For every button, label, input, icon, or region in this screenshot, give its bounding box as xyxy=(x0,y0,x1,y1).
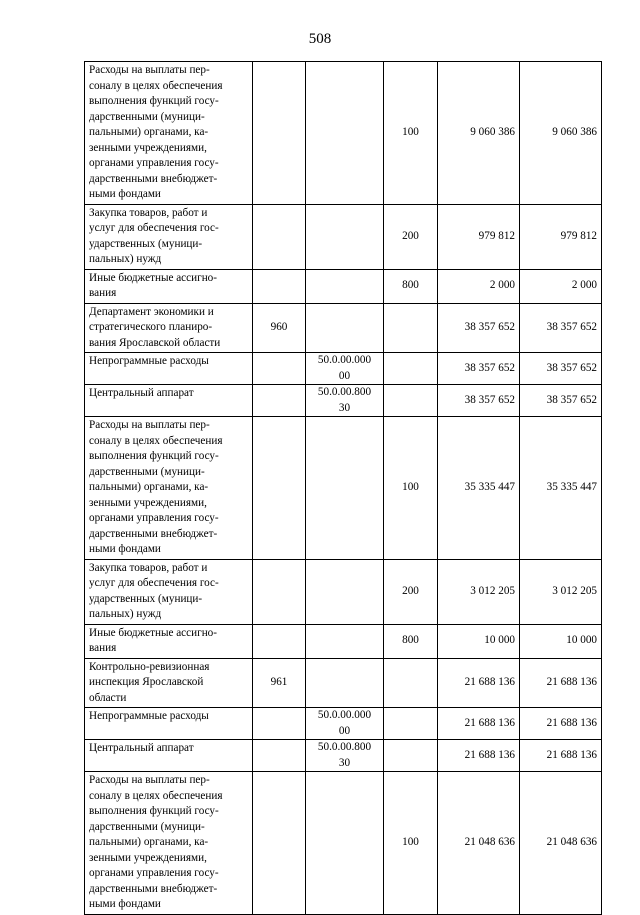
ministry-code-cell xyxy=(253,559,306,624)
ministry-code-cell: 961 xyxy=(253,658,306,708)
expense-name-line: дарственными (муници- xyxy=(89,820,205,833)
target-article-cell xyxy=(306,269,384,303)
target-article-line: 50.0.00.800 xyxy=(317,386,372,398)
target-article-line: 00 xyxy=(338,369,351,382)
amount-cell: 9 060 386 xyxy=(520,62,602,205)
ministry-code-cell xyxy=(253,772,306,915)
expense-name-line: органами управления госу- xyxy=(89,512,219,524)
expense-name-line: Непрограммные расходы xyxy=(89,710,209,722)
target-article-line: 50.0.00.800 xyxy=(317,741,372,753)
expense-name-line: дарственными внебюджет- xyxy=(89,882,218,895)
amount-cell: 979 812 xyxy=(438,204,520,269)
amount-cell: 3 012 205 xyxy=(520,559,602,624)
expense-kind-cell xyxy=(384,353,438,385)
amount-cell: 10 000 xyxy=(438,624,520,658)
budget-table-body xyxy=(85,62,602,915)
expense-name-line: пальных) нужд xyxy=(89,608,162,620)
target-article-line: 50.0.00.000 xyxy=(317,709,372,721)
amount-cell: 2 000 xyxy=(438,269,520,303)
table-row xyxy=(85,658,602,708)
amount-cell: 38 357 652 xyxy=(438,353,520,385)
expense-name-line: вания Ярославской области xyxy=(89,336,221,349)
target-article-line: 00 xyxy=(338,724,351,737)
expense-name-line: пальными) органами, ка- xyxy=(89,481,209,493)
expense-kind-cell xyxy=(384,303,438,353)
expense-kind-cell xyxy=(384,385,438,417)
expense-name-line: пальными) органами, ка- xyxy=(89,836,209,848)
target-article-cell xyxy=(306,303,384,353)
amount-cell: 979 812 xyxy=(520,204,602,269)
table-row xyxy=(85,204,602,269)
expense-kind-cell: 800 xyxy=(384,269,438,303)
expense-name-cell xyxy=(85,559,253,624)
amount-cell: 38 357 652 xyxy=(438,303,520,353)
target-article-cell xyxy=(306,708,384,740)
expense-name-cell xyxy=(85,385,253,417)
table-row xyxy=(85,417,602,560)
amount-cell: 21 688 136 xyxy=(438,658,520,708)
target-article-cell xyxy=(306,385,384,417)
target-article-cell xyxy=(306,658,384,708)
expense-name-line: соналу в целях обеспечения xyxy=(89,79,223,92)
expense-name-line: органами управления госу- xyxy=(89,867,219,879)
amount-cell: 21 048 636 xyxy=(438,772,520,915)
amount-cell: 10 000 xyxy=(520,624,602,658)
expense-name-cell xyxy=(85,740,253,772)
expense-kind-cell xyxy=(384,708,438,740)
expense-name-cell xyxy=(85,658,253,708)
ministry-code-cell xyxy=(253,269,306,303)
expense-kind-cell: 100 xyxy=(384,772,438,915)
expense-name-line: Непрограммные расходы xyxy=(89,355,209,367)
amount-cell: 9 060 386 xyxy=(438,62,520,205)
amount-cell: 21 688 136 xyxy=(520,708,602,740)
expense-name-line: Закупка товаров, работ и xyxy=(89,206,208,219)
expense-kind-cell: 200 xyxy=(384,559,438,624)
expense-name-line: дарственными (муници- xyxy=(89,465,205,478)
expense-kind-cell: 100 xyxy=(384,62,438,205)
target-article-cell xyxy=(306,353,384,385)
expense-name-line: Расходы на выплаты пер- xyxy=(89,64,210,76)
expense-name-line: зенными учреждениями, xyxy=(89,141,207,154)
expense-kind-cell xyxy=(384,658,438,708)
table-row xyxy=(85,269,602,303)
expense-kind-cell: 800 xyxy=(384,624,438,658)
expense-kind-cell: 200 xyxy=(384,204,438,269)
expense-name-line: дарственными (муници- xyxy=(89,110,205,123)
target-article-cell xyxy=(306,624,384,658)
expense-name-line: инспекция Ярославской xyxy=(89,676,204,688)
expense-name-line: вания xyxy=(89,287,117,299)
expense-name-line: ударственных (муници- xyxy=(89,592,203,605)
table-row xyxy=(85,303,602,353)
expense-name-line: стратегического планиро- xyxy=(89,321,213,333)
expense-name-line: вания xyxy=(89,642,117,654)
expense-name-cell xyxy=(85,772,253,915)
ministry-code-cell xyxy=(253,204,306,269)
expense-name-line: ударственных (муници- xyxy=(89,237,203,250)
expense-name-line: Иные бюджетные ассигно- xyxy=(89,626,217,639)
target-article-cell xyxy=(306,417,384,560)
amount-cell: 2 000 xyxy=(520,269,602,303)
ministry-code-cell xyxy=(253,62,306,205)
expense-name-line: Центральный аппарат xyxy=(89,387,194,399)
expense-name-line: органами управления госу- xyxy=(89,157,219,169)
expense-name-line: Расходы на выплаты пер- xyxy=(89,774,210,786)
expense-name-line: дарственными внебюджет- xyxy=(89,172,218,185)
expense-name-line: пальными) органами, ка- xyxy=(89,126,209,138)
expense-name-line: ными фондами xyxy=(89,543,161,555)
target-article-cell xyxy=(306,772,384,915)
ministry-code-cell: 960 xyxy=(253,303,306,353)
expense-name-line: ными фондами xyxy=(89,898,161,910)
expense-name-line: выполнения функций госу- xyxy=(89,805,219,817)
amount-cell: 21 688 136 xyxy=(438,740,520,772)
table-row xyxy=(85,62,602,205)
expense-name-line: выполнения функций госу- xyxy=(89,450,219,462)
page-number: 508 xyxy=(308,31,332,47)
table-row xyxy=(85,740,602,772)
budget-table xyxy=(84,61,602,915)
amount-cell: 38 357 652 xyxy=(438,385,520,417)
expense-kind-cell: 100 xyxy=(384,417,438,560)
amount-cell: 35 335 447 xyxy=(438,417,520,560)
target-article-cell xyxy=(306,740,384,772)
expense-name-line: Расходы на выплаты пер- xyxy=(89,419,210,431)
expense-name-cell xyxy=(85,204,253,269)
table-row xyxy=(85,772,602,915)
target-article-cell xyxy=(306,559,384,624)
expense-name-line: услуг для обеспечения гос- xyxy=(89,222,219,234)
expense-name-line: Закупка товаров, работ и xyxy=(89,561,208,574)
amount-cell: 38 357 652 xyxy=(520,303,602,353)
table-row xyxy=(85,708,602,740)
expense-name-line: пальных) нужд xyxy=(89,253,162,265)
amount-cell: 21 048 636 xyxy=(520,772,602,915)
table-row xyxy=(85,353,602,385)
expense-name-cell xyxy=(85,624,253,658)
target-article-line: 30 xyxy=(338,401,351,414)
expense-name-line: Департамент экономики и xyxy=(89,305,214,318)
target-article-cell xyxy=(306,204,384,269)
expense-name-line: соналу в целях обеспечения xyxy=(89,789,223,802)
ministry-code-cell xyxy=(253,624,306,658)
expense-name-line: зенными учреждениями, xyxy=(89,851,207,864)
ministry-code-cell xyxy=(253,708,306,740)
amount-cell: 21 688 136 xyxy=(520,658,602,708)
ministry-code-cell xyxy=(253,417,306,560)
ministry-code-cell xyxy=(253,353,306,385)
amount-cell: 3 012 205 xyxy=(438,559,520,624)
amount-cell: 38 357 652 xyxy=(520,385,602,417)
amount-cell: 35 335 447 xyxy=(520,417,602,560)
expense-name-cell xyxy=(85,269,253,303)
expense-name-line: выполнения функций госу- xyxy=(89,95,219,107)
expense-name-cell xyxy=(85,62,253,205)
table-row xyxy=(85,385,602,417)
table-row xyxy=(85,624,602,658)
table-row xyxy=(85,559,602,624)
expense-name-line: Центральный аппарат xyxy=(89,742,194,754)
amount-cell: 21 688 136 xyxy=(438,708,520,740)
expense-name-line: дарственными внебюджет- xyxy=(89,527,218,540)
expense-name-line: Иные бюджетные ассигно- xyxy=(89,271,217,284)
amount-cell: 38 357 652 xyxy=(520,353,602,385)
expense-name-line: области xyxy=(89,691,127,704)
expense-name-line: услуг для обеспечения гос- xyxy=(89,577,219,589)
ministry-code-cell xyxy=(253,740,306,772)
expense-name-cell xyxy=(85,303,253,353)
expense-name-cell xyxy=(85,708,253,740)
expense-name-line: ными фондами xyxy=(89,188,161,200)
target-article-line: 50.0.00.000 xyxy=(317,354,372,366)
expense-name-line: соналу в целях обеспечения xyxy=(89,434,223,447)
target-article-line: 30 xyxy=(338,756,351,769)
target-article-cell xyxy=(306,62,384,205)
expense-name-line: зенными учреждениями, xyxy=(89,496,207,509)
expense-kind-cell xyxy=(384,740,438,772)
expense-name-line: Контрольно-ревизионная xyxy=(89,660,210,673)
amount-cell: 21 688 136 xyxy=(520,740,602,772)
expense-name-cell xyxy=(85,353,253,385)
ministry-code-cell xyxy=(253,385,306,417)
expense-name-cell xyxy=(85,417,253,560)
